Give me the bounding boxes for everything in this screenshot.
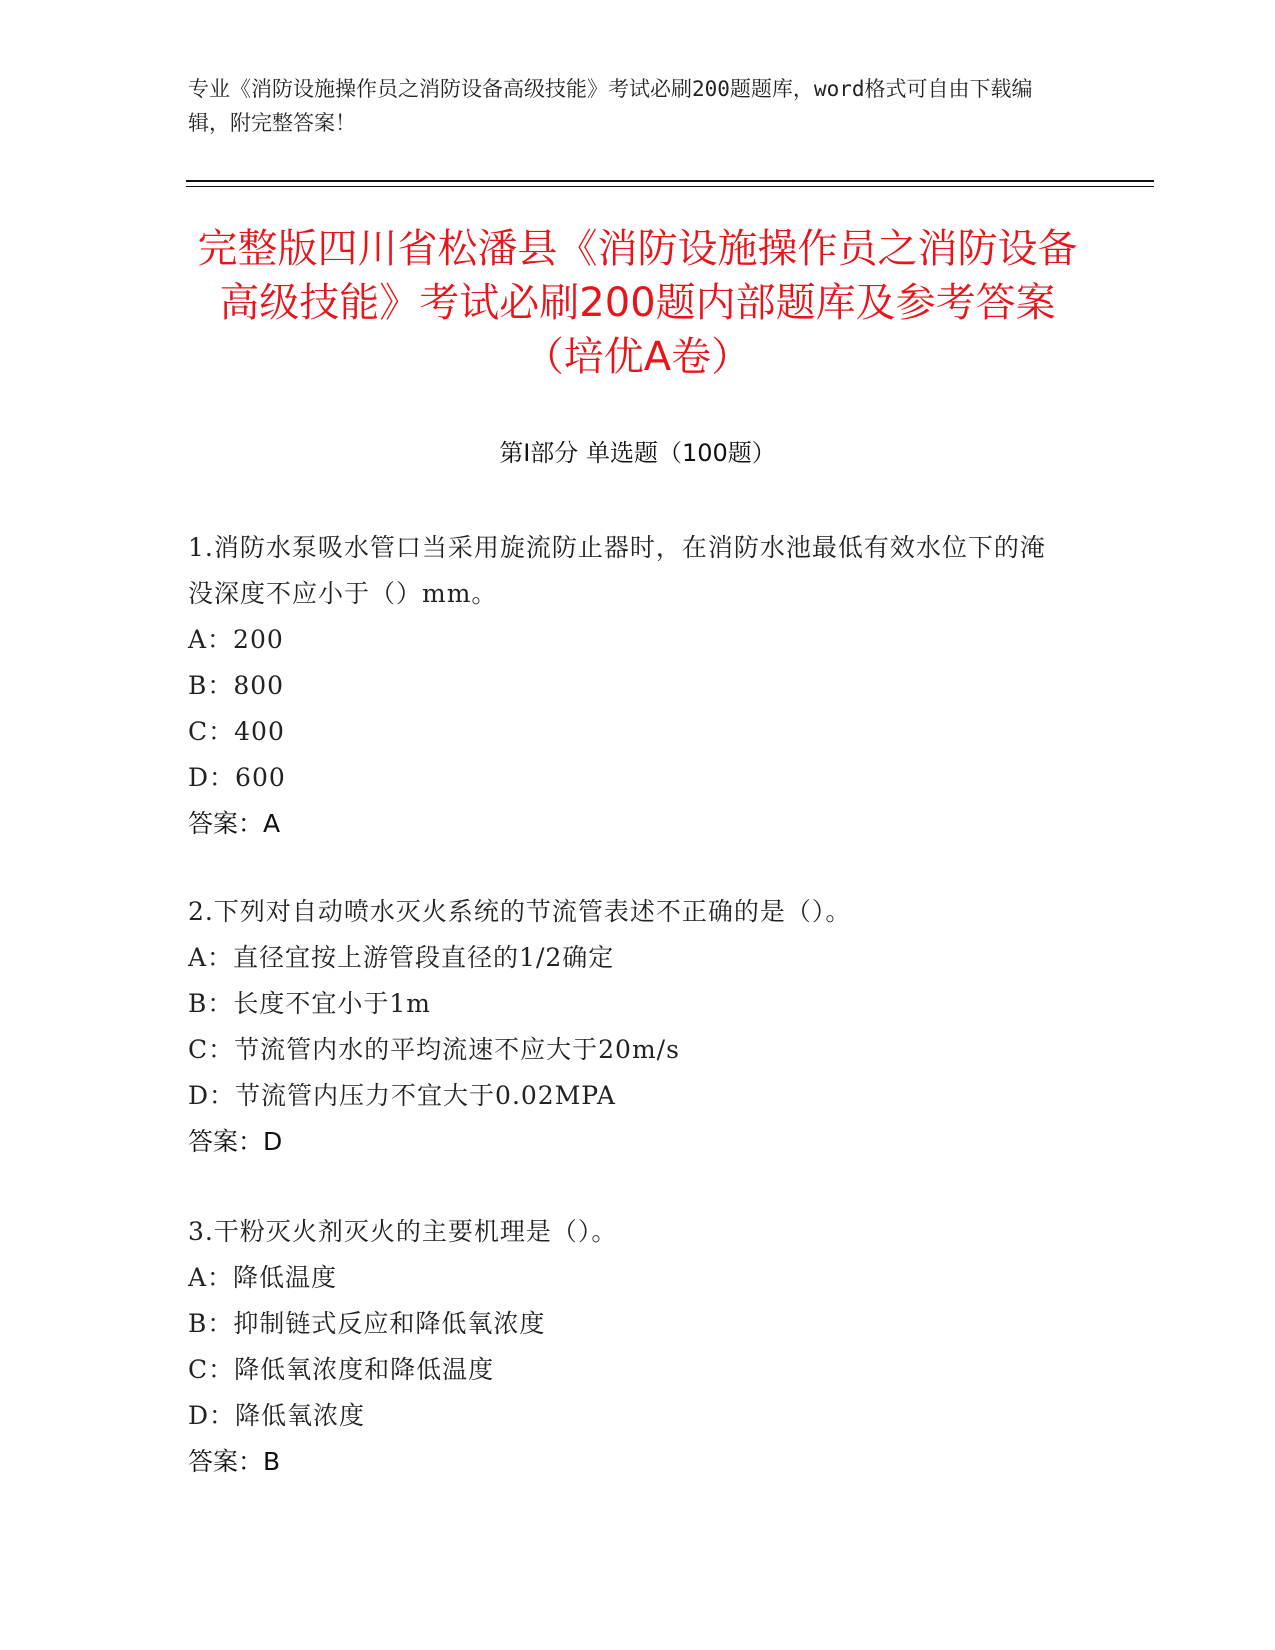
question-text: 3.干粉灭火剂灭火的主要机理是（）。 xyxy=(188,1217,618,1246)
option-b: B：800 xyxy=(188,671,285,700)
option-c: C：节流管内水的平均流速不应大于20m/s xyxy=(188,1035,680,1064)
option-a: A：降低温度 xyxy=(188,1263,338,1292)
question-3 xyxy=(188,1209,1068,1485)
question-text: 2.下列对自动喷水灭火系统的节流管表述不正确的是（）。 xyxy=(188,897,852,926)
option-a: A：直径宜按上游管段直径的1/2确定 xyxy=(188,943,615,972)
question-1 xyxy=(188,525,1068,847)
option-d: D：600 xyxy=(188,763,286,792)
answer: 答案：A xyxy=(188,809,281,838)
document-title: 完整版四川省松潘县《消防设施操作员之消防设备高级技能》考试必刷200题内部题库及参考答案（培优A卷） xyxy=(197,226,1078,380)
option-b: B：长度不宜小于1m xyxy=(188,989,431,1018)
header-note: 专业《消防设施操作员之消防设备高级技能》考试必刷200题题库，word格式可自由下载编辑，附完整答案！ xyxy=(188,77,1033,135)
option-d: D：降低氧浓度 xyxy=(188,1401,366,1430)
answer: 答案：B xyxy=(188,1447,281,1476)
question-text: 1.消防水泵吸水管口当采用旋流防止器时，在消防水池最低有效水位下的淹没深度不应小于（）mm。 xyxy=(188,533,1046,608)
option-c: C：降低氧浓度和降低温度 xyxy=(188,1355,495,1384)
option-b: B：抑制链式反应和降低氧浓度 xyxy=(188,1309,546,1338)
option-d: D：节流管内压力不宜大于0.02MPA xyxy=(188,1081,616,1110)
header-divider-thin xyxy=(186,186,1154,187)
answer: 答案：D xyxy=(188,1127,283,1156)
header-divider-thick xyxy=(186,180,1154,182)
section-heading: 第I部分 单选题（100题） xyxy=(499,439,776,467)
option-c: C：400 xyxy=(188,717,285,746)
option-a: A：200 xyxy=(188,625,284,654)
question-2 xyxy=(188,889,1068,1165)
